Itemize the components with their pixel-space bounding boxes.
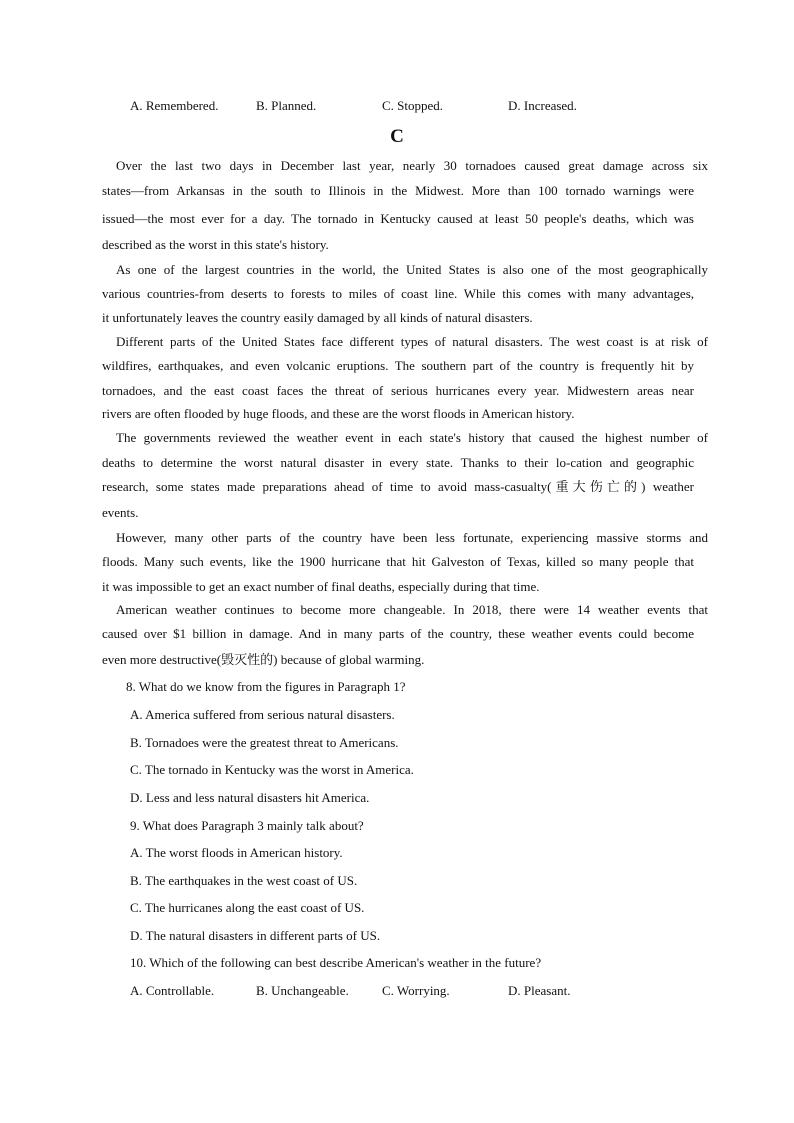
question-8-stem: 8. What do we know from the figures in Paragraph 1? bbox=[126, 679, 406, 694]
passage-line: events. bbox=[102, 505, 139, 520]
section-heading: C bbox=[390, 126, 404, 147]
passage-line: Over the last two days in December last year, nearly 30 tornadoes caused great damage across six bbox=[116, 158, 708, 173]
question-8-option-b: B. Tornadoes were the greatest threat to Americans. bbox=[130, 735, 399, 750]
q7-option-d: D. Increased. bbox=[508, 98, 577, 113]
passage-line: However, many other parts of the country have been less fortunate, experiencing massive storms and bbox=[116, 530, 708, 545]
passage-line: it unfortunately leaves the country easily damaged by all kinds of natural disasters. bbox=[102, 310, 533, 325]
passage-line: Different parts of the United States face different types of natural disasters. The west coast is at risk of bbox=[116, 334, 708, 349]
passage-line: The governments reviewed the weather event in each state's history that caused the highest number of bbox=[116, 430, 708, 445]
passage-line: rivers are often flooded by huge floods, and these are the worst floods in American history. bbox=[102, 406, 575, 421]
question-9-stem: 9. What does Paragraph 3 mainly talk about? bbox=[130, 818, 364, 833]
question-10-option-b: B. Unchangeable. bbox=[256, 983, 349, 998]
passage-line: caused over $1 billion in damage. And in many parts of the country, these weather events could become bbox=[102, 626, 694, 641]
passage-line: wildfires, earthquakes, and even volcanic eruptions. The southern part of the country is frequently hit by bbox=[102, 358, 694, 373]
question-9-option-d: D. The natural disasters in different parts of US. bbox=[130, 928, 381, 943]
passage-line: American weather continues to become more changeable. In 2018, there were 14 weather events that bbox=[116, 602, 708, 617]
question-9-option-b: B. The earthquakes in the west coast of US. bbox=[130, 873, 358, 888]
passage-line: various countries-from deserts to forests to miles of coast line. While this comes with many advantages, bbox=[102, 286, 694, 301]
passage-line: described as the worst in this state's history. bbox=[102, 237, 329, 252]
question-8-option-d: D. Less and less natural disasters hit America. bbox=[130, 790, 370, 805]
passage-line: As one of the largest countries in the world, the United States is also one of the most geographically bbox=[116, 262, 708, 277]
q7-option-a: A. Remembered. bbox=[130, 98, 219, 113]
passage-line: issued—the most ever for a day. The tornado in Kentucky caused at least 50 people's deaths, which was bbox=[102, 211, 694, 226]
q7-option-b: B. Planned. bbox=[256, 98, 317, 113]
question-10-option-c: C. Worrying. bbox=[382, 983, 450, 998]
passage-line: floods. Many such events, like the 1900 hurricane that hit Galveston of Texas, killed so many people that bbox=[102, 554, 694, 569]
question-9-option-a: A. The worst floods in American history. bbox=[130, 845, 343, 860]
question-10-option-d: D. Pleasant. bbox=[508, 983, 571, 998]
passage-line: tornadoes, and the east coast faces the threat of serious hurricanes every year. Midwestern areas near bbox=[102, 383, 694, 398]
passage-line: states—from Arkansas in the south to Illinois in the Midwest. More than 100 tornado warnings were bbox=[102, 183, 694, 198]
passage-line: it was impossible to get an exact number of final deaths, especially during that time. bbox=[102, 579, 540, 594]
passage-line: research, some states made preparations ahead of time to avoid mass-casualty(重大伤亡的) weather bbox=[102, 479, 694, 494]
question-9-option-c: C. The hurricanes along the east coast of US. bbox=[130, 900, 365, 915]
question-8-option-a: A. America suffered from serious natural disasters. bbox=[130, 707, 395, 722]
passage-line: even more destructive(毁灭性的) because of global warming. bbox=[102, 652, 425, 667]
question-10-option-a: A. Controllable. bbox=[130, 983, 215, 998]
passage-line: deaths to determine the worst natural disaster in every state. Thanks to their lo-cation and geographic bbox=[102, 455, 694, 470]
question-8-option-c: C. The tornado in Kentucky was the worst in America. bbox=[130, 762, 414, 777]
q7-option-c: C. Stopped. bbox=[382, 98, 444, 113]
question-10-stem: 10. Which of the following can best describe American's weather in the future? bbox=[130, 955, 542, 970]
